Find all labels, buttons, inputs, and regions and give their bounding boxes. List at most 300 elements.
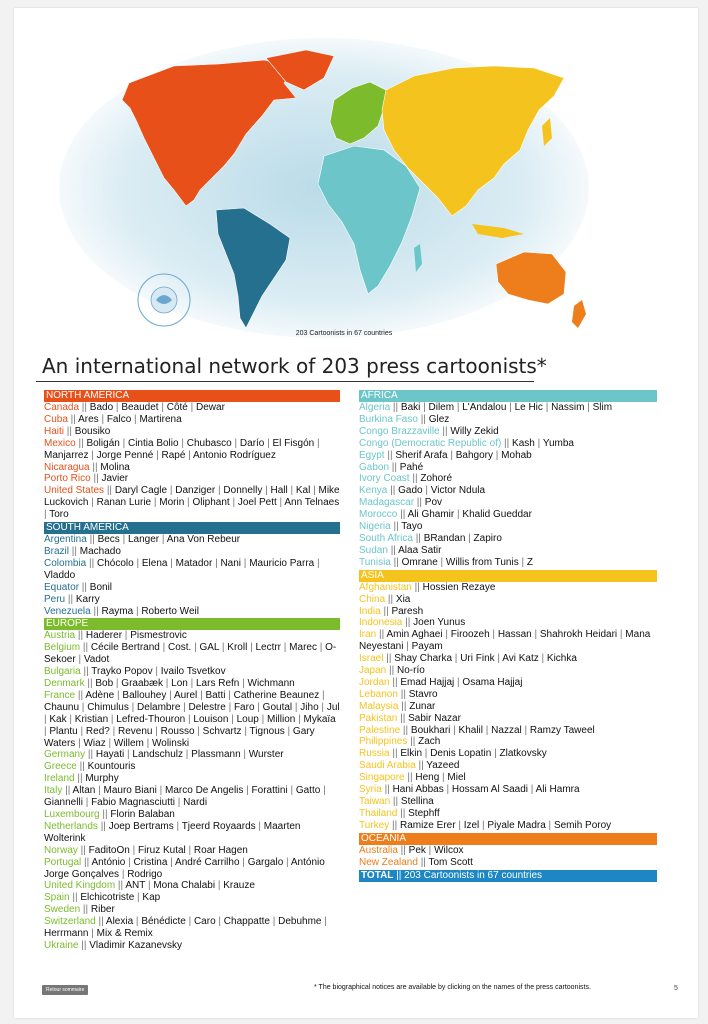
separator: | [452,653,461,665]
cartoonist-link[interactable]: Delambre [137,701,181,713]
separator: | [119,437,128,449]
cartoonist-link[interactable]: Baki [400,402,421,413]
cartoonist-link[interactable]: Machado [79,545,121,557]
country-name[interactable]: Ukraine [44,939,79,951]
country-name[interactable]: Equator [44,581,80,593]
separator: | [506,402,515,413]
country-entry [44,606,340,618]
cartoonist-link[interactable]: Altan [72,785,96,797]
cartoonist-link[interactable]: Khalid Gueddar [462,509,532,521]
country-name[interactable]: Greece [44,761,77,773]
cartoonist-link[interactable]: Becs [97,534,120,546]
separator: || [79,581,90,593]
separator: | [133,916,142,928]
country-name[interactable]: Porto Rico [44,473,91,485]
country-name[interactable]: Luxembourg [44,809,100,820]
cartoonist-link[interactable]: Willy Zekid [450,425,499,437]
country-entry [44,761,340,773]
cartoonist-link[interactable]: Hall [270,485,288,497]
cartoonist-link[interactable]: Tignous [249,725,285,737]
country-name[interactable]: Syria [359,784,382,796]
cartoonist-link[interactable]: Wiaz [83,737,106,749]
cartoonist-link[interactable]: Stephff [408,807,440,819]
cartoonist-link[interactable]: Lars Refn [195,678,240,690]
cartoonist-link[interactable]: Côté [166,402,188,413]
cartoonist-link[interactable]: Vladimir Kazanevsky [89,939,183,951]
separator: || [86,534,98,546]
cartoonist-link[interactable]: Stellina [400,796,434,807]
cartoonist-link[interactable]: Amin Aghaei [386,629,443,641]
cartoonist-link[interactable]: Trayko Popov [91,666,153,678]
cartoonist-link[interactable]: Sabir Nazar [408,712,461,724]
country-name[interactable]: Ireland [44,773,75,785]
cartoonist-link[interactable]: Willem [113,737,144,749]
country-name[interactable]: Austria [44,630,76,642]
cartoonist-link[interactable]: Daryl Cagle [114,485,168,497]
country-name[interactable]: Portugal [44,856,82,868]
country-name[interactable]: Germany [44,749,86,761]
separator: | [185,713,194,725]
cartoonist-link[interactable]: Caro [193,916,216,928]
cartoonist-link[interactable]: Alaa Satir [398,544,442,556]
cartoonist-link[interactable]: Lon [171,678,188,690]
country-name[interactable]: Morocco [359,509,398,521]
country-entry [359,473,657,485]
country-name[interactable]: Japan [359,665,387,677]
country-entry [44,892,340,904]
cartoonist-link[interactable]: Delestre [188,701,226,713]
cartoonist-link[interactable]: Cintia Bolio [127,437,179,449]
country-name[interactable]: India [359,605,381,617]
country-name[interactable]: Kenya [359,485,388,497]
cartoonist-link[interactable]: Stavro [408,688,438,700]
separator: || [80,666,92,678]
country-name[interactable]: Singapore [359,772,405,784]
country-name[interactable]: Bulgaria [44,666,81,678]
cartoonist-link[interactable]: Rousso [160,725,195,737]
page [14,8,698,1018]
cartoonist-link[interactable]: Wolinski [152,737,190,749]
country-name[interactable]: Tunisia [359,556,391,568]
country-name[interactable]: Haiti [44,425,65,437]
cartoonist-link[interactable]: Murphy [85,773,119,785]
cartoonist-link[interactable]: Adène [85,689,115,701]
cartoonist-link[interactable]: Ares [78,413,99,425]
cartoonist-link[interactable]: Langer [127,534,160,546]
country-name[interactable]: Canada [44,402,80,413]
cartoonist-link[interactable]: Fabio Magnasciutti [91,797,176,809]
country-name[interactable]: Saudi Arabia [359,760,416,772]
cartoonist-link[interactable]: Ramize Erer [399,819,456,831]
country-name[interactable]: South Africa [359,532,413,544]
country-name[interactable]: Philippines [359,736,408,748]
cartoonist-link[interactable]: Maarten Wolterink [44,820,301,844]
country-name[interactable]: Afghanistan [359,581,412,593]
cartoonist-link[interactable]: Riber [90,904,115,916]
cartoonist-link[interactable]: Wurster [248,749,284,761]
cartoonist-link[interactable]: Mohab [501,449,532,461]
cartoonist-link[interactable]: Landschulz [132,749,183,761]
cartoonist-link[interactable]: Ivailo Tsvetkov [160,666,226,678]
cartoonist-link[interactable]: Tom Scott [428,856,473,868]
country-name[interactable]: Sweden [44,904,81,916]
cartoonist-link[interactable]: Kichka [546,653,577,665]
cartoonist-link[interactable]: Chaunu [44,701,80,713]
cartoonist-link[interactable]: Rayma [101,605,134,617]
country-name[interactable]: Spain [44,892,70,904]
cartoonist-link[interactable]: Dilem [428,402,455,413]
cartoonist-link[interactable]: António [91,856,126,868]
cartoonist-link[interactable]: Cost. [167,642,192,654]
country-name[interactable]: Switzerland [44,916,96,928]
cartoonist-link[interactable]: Matador [175,557,213,569]
cartoonist-link[interactable]: António Jorge Gonçalves [44,856,325,880]
separator: | [455,819,464,831]
cartoonist-link[interactable]: Herrmann [44,928,89,940]
cartoonist-link[interactable]: Gatto [295,785,321,797]
country-name[interactable]: Taiwan [359,796,391,807]
cartoonist-link[interactable]: Khalil [458,724,483,736]
cartoonist-link[interactable]: Jiho [300,701,319,713]
cartoonist-link[interactable]: Chubasco [186,437,232,449]
cartoonist-link[interactable]: No-río [397,665,425,677]
country-name[interactable]: Colombia [44,557,87,569]
cartoonist-link[interactable]: Manjarrez [44,449,89,461]
cartoonist-link[interactable]: Omrane [401,556,438,568]
cartoonist-link[interactable]: Sherif Arafa [395,449,448,461]
cartoonist-link[interactable]: Yazeed [426,760,460,772]
cartoonist-link[interactable]: Heng [415,772,440,784]
cartoonist-link[interactable]: Yumba [542,437,574,449]
cartoonist-link[interactable]: Rodrigo [127,868,163,880]
cartoonist-link[interactable]: Victor Ndula [430,485,486,497]
country-name[interactable]: Norway [44,844,78,856]
country-name[interactable]: Venezuela [44,605,91,617]
cartoonist-link[interactable]: Mauro Biani [103,785,157,797]
cartoonist-link[interactable]: Tayo [401,521,423,533]
country-name[interactable]: France [44,689,76,701]
cartoonist-link[interactable]: Loup [236,713,259,725]
cartoonist-link[interactable]: Hassan [497,629,532,641]
cartoonist-link[interactable]: Zlatkovsky [499,748,547,760]
cartoonist-link[interactable]: Semih Poroy [553,819,612,831]
country-name[interactable]: New Zealand [359,856,418,868]
country-name[interactable]: Thailand [359,807,398,819]
country-name[interactable]: Iran [359,629,377,641]
country-name[interactable]: Mexico [44,437,76,449]
cartoonist-link[interactable]: Gary Waters [44,725,315,749]
cartoonist-link[interactable]: Tjeerd Royaards [181,820,256,832]
cartoonist-link[interactable]: Cécile Bertrand [90,642,160,654]
cartoonist-link[interactable]: Darío [239,437,265,449]
country-name[interactable]: Congo (Democratic Republic of) [359,437,502,449]
cartoonist-link[interactable]: Boukhari [410,724,451,736]
back-to-contents-button[interactable]: Retour sommaire [42,985,88,995]
cartoonist-link[interactable]: Denis Lopatin [430,748,492,760]
country-name[interactable]: Brazil [44,545,70,557]
cartoonist-link[interactable]: Ann Telnaes [284,497,340,509]
cartoonist-link[interactable]: Mauricio Parra [249,557,315,569]
cartoonist-link[interactable]: Karry [75,593,100,605]
country-name[interactable]: Netherlands [44,820,98,832]
cartoonist-link[interactable]: Marec [289,642,317,654]
cartoonist-link[interactable]: Aurel [173,689,198,701]
separator: || [90,473,102,485]
cartoonist-link[interactable]: Marco De Angelis [165,785,244,797]
cartoonist-link[interactable]: Schvartz [202,725,242,737]
cartoonist-link[interactable]: Miel [447,772,466,784]
cartoonist-link[interactable]: Cristina [133,856,168,868]
country-name[interactable]: Lebanon [359,688,398,700]
cartoonist-link[interactable]: Nassim [551,402,585,413]
cartoonist-link[interactable]: Jorge Penné [96,449,154,461]
country-name[interactable]: Israel [359,653,384,665]
cartoonist-link[interactable]: El Fisgón [272,437,315,449]
country-entry [44,809,340,821]
cartoonist-link[interactable]: Hossien Rezaye [422,581,496,593]
country-name[interactable]: Ivory Coast [359,473,410,485]
cartoonist-link[interactable]: Ali Ghamir [407,509,455,521]
cartoonist-link[interactable]: Joen Yunus [413,617,466,629]
cartoonist-link[interactable]: Oliphant [192,497,230,509]
country-entry [359,796,657,808]
cartoonist-link[interactable]: Chimulus [87,701,129,713]
cartoonist-link[interactable]: Mana Neyestani [359,629,651,653]
cartoonist-link[interactable]: Bénédicte [141,916,186,928]
cartoonist-link[interactable]: Pek [408,844,426,856]
country-name[interactable]: Italy [44,785,63,797]
country-name[interactable]: Belgium [44,642,81,654]
cartoonist-link[interactable]: Rapé [161,449,186,461]
cartoonist-link[interactable]: Pismestrovic [130,630,187,642]
cartoonist-link[interactable]: Gargalo [247,856,284,868]
separator: || [376,629,387,641]
cartoonist-link[interactable]: FaditoOn [88,844,130,856]
cartoonist-link[interactable]: Joep Bertrams [108,820,174,832]
cartoonist-link[interactable]: Alexia [105,916,134,928]
cartoonist-link[interactable]: Toro [49,509,69,521]
country-name[interactable]: Denmark [44,678,85,690]
cartoonist-link[interactable]: L'Andalou [462,402,507,413]
cartoonist-link[interactable]: Pahé [399,461,424,473]
cartoonist-link[interactable]: Giannelli [44,797,83,809]
cartoonist-link[interactable]: Boligán [86,437,120,449]
cartoonist-link[interactable]: Elchicotriste [80,892,135,904]
cartoonist-link[interactable]: Shahrokh Heidari [539,629,618,641]
country-name[interactable]: Sudan [359,544,388,556]
cartoonist-link[interactable]: Zohoré [420,473,453,485]
cartoonist-link[interactable]: Le Hic [514,402,543,413]
cartoonist-link[interactable]: Piyale Madra [487,819,546,831]
cartoonist-link[interactable]: Wilcox [434,844,464,856]
cartoonist-link[interactable]: Kroll [227,642,248,654]
country-name[interactable]: Argentina [44,534,87,546]
cartoonist-link[interactable]: Chappatte [223,916,270,928]
cartoonist-link[interactable]: Izel [463,819,480,831]
country-name[interactable]: Russia [359,748,390,760]
cartoonist-link[interactable]: Nazzal [491,724,522,736]
cartoonist-link[interactable]: Shay Charka [394,653,453,665]
separator: | [119,534,128,546]
cartoonist-link[interactable]: Bado [89,402,114,413]
cartoonist-link[interactable]: Slim [592,402,613,413]
cartoonist-link[interactable]: Bob [95,678,114,690]
separator: | [122,630,131,642]
country-name[interactable]: Pakistan [359,712,398,724]
cartoonist-link[interactable]: Kap [142,892,161,904]
country-name[interactable]: Burkina Faso [359,413,418,425]
country-name[interactable]: Gabon [359,461,390,473]
cartoonist-link[interactable]: Vadot [83,654,110,666]
cartoonist-link[interactable]: Beaudet [121,402,159,413]
cartoonist-link[interactable]: André Carrilho [175,856,240,868]
cartoonist-link[interactable]: Dewar [196,402,225,413]
cartoonist-link[interactable]: Paresh [391,605,424,617]
cartoonist-link[interactable]: Ranan Lurie [96,497,152,509]
cartoonist-link[interactable]: Mona Chalabi [153,880,216,892]
separator: | [454,402,463,413]
separator: || [75,437,87,449]
cartoonist-link[interactable]: Ramzy Taweel [529,724,595,736]
country-name[interactable]: Madagascar [359,497,415,509]
cartoonist-link[interactable]: Elena [141,557,168,569]
cartoonist-link[interactable]: Javier [101,473,129,485]
cartoonist-link[interactable]: Plantu [49,725,78,737]
cartoonist-link[interactable]: Mix & Remix [96,928,153,940]
cartoonist-link[interactable]: Kountouris [87,761,136,773]
cartoonist-link[interactable]: Louison [193,713,229,725]
country-name[interactable]: Egypt [359,449,385,461]
cartoonist-link[interactable]: Mykaïa [303,713,336,725]
cartoonist-link[interactable]: Forattini [251,785,288,797]
cartoonist-link[interactable]: Falco [106,413,132,425]
cartoonist-link[interactable]: Haderer [85,630,123,642]
cartoonist-link[interactable]: Wichmann [247,678,295,690]
cartoonist-link[interactable]: Hossam Al Saadi [451,784,529,796]
cartoonist-link[interactable]: Zapiro [473,532,502,544]
cartoonist-link[interactable]: Firoozeh [450,629,490,641]
cartoonist-link[interactable]: Graabæk [121,678,163,690]
cartoonist-link[interactable]: BRandan [423,532,466,544]
cartoonist-link[interactable]: GAL [199,642,220,654]
cartoonist-link[interactable]: Faro [233,701,255,713]
cartoonist-link[interactable]: Roar Hagen [193,844,248,856]
country-name[interactable]: Palestine [359,724,401,736]
cartoonist-link[interactable]: Firuz Kutal [137,844,186,856]
cartoonist-link[interactable]: Plassmann [191,749,241,761]
cartoonist-link[interactable]: Danziger [175,485,216,497]
cartoonist-link[interactable]: Goutal [262,701,293,713]
cartoonist-link[interactable]: Nani [220,557,242,569]
country-name[interactable]: Indonesia [359,617,403,629]
country-name[interactable]: United Kingdom [44,880,116,892]
cartoonist-link[interactable]: Chócolo [97,557,134,569]
cartoonist-link[interactable]: Red? [85,725,110,737]
country-name[interactable]: Australia [359,844,398,856]
cartoonist-link[interactable]: ANT [125,880,146,892]
cartoonist-link[interactable]: Gado [398,485,423,497]
cartoonist-link[interactable]: Zunar [409,700,436,712]
cartoonist-link[interactable]: Hayati [95,749,125,761]
cartoonist-link[interactable]: Donnelly [223,485,263,497]
cartoonist-link[interactable]: Roberto Weil [141,605,199,617]
cartoonist-link[interactable]: Pov [424,497,443,509]
cartoonist-link[interactable]: Mike Luckovich [44,485,340,509]
cartoonist-link[interactable]: Bahgory [455,449,494,461]
cartoonist-link[interactable]: Krauze [223,880,255,892]
cartoonist-link[interactable]: Xia [395,593,411,605]
cartoonist-link[interactable]: Z [526,556,533,568]
cartoonist-link[interactable]: Jul [326,701,340,713]
cartoonist-link[interactable]: Joel Pett [237,497,277,509]
separator: | [321,916,327,928]
country-entry [359,606,657,618]
cartoonist-link[interactable]: Million [266,713,296,725]
cartoonist-link[interactable]: Glez [428,413,450,425]
cartoonist-link[interactable]: Catherine Beaunez [233,689,320,701]
total-label: TOTAL [361,869,394,881]
country-name[interactable]: Jordan [359,676,390,688]
cartoonist-link[interactable]: Willis from Tunis [445,556,519,568]
cartoonist-link[interactable]: Vladdo [44,569,76,581]
cartoonist-link[interactable]: Zach [418,736,441,748]
cartoonist-link[interactable]: Debuhme [278,916,322,928]
country-name[interactable]: Nicaragua [44,461,90,473]
cartoonist-link[interactable]: Elkin [400,748,423,760]
cartoonist-link[interactable]: Kak [49,713,67,725]
country-name[interactable]: Algeria [359,402,391,413]
separator: || [381,784,393,796]
cartoonist-link[interactable]: Emad Hajjaj [400,676,455,688]
country-name[interactable]: Congo Brazzaville [359,425,440,437]
country-name[interactable]: China [359,593,386,605]
cartoonist-link[interactable]: O-Sekoer [44,642,337,666]
cartoonist-link[interactable]: Ballouhey [122,689,167,701]
cartoonist-link[interactable]: Osama Hajjaj [462,676,523,688]
cartoonist-link[interactable]: Kash [512,437,535,449]
country-entry [44,582,340,594]
cartoonist-link[interactable]: Florin Balaban [110,809,175,820]
region-header: SOUTH AMERICA [44,522,340,534]
cartoonist-link[interactable]: Lectrr [255,642,282,654]
cartoonist-link[interactable]: Ana Von Rebeur [166,534,241,546]
cartoonist-link[interactable]: Revenu [117,725,153,737]
cartoonist-link[interactable]: Bonil [89,581,113,593]
cartoonist-link[interactable]: Kal [295,485,311,497]
country-name[interactable]: United States [44,485,105,497]
cartoonist-link[interactable]: Bousiko [74,425,111,437]
cartoonist-link[interactable]: Antonio Rodríguez [193,449,276,461]
cartoonist-link[interactable]: Batti [205,689,226,701]
country-name[interactable]: Malaysia [359,700,399,712]
cartoonist-link[interactable]: Payam [411,641,443,653]
cartoonist-link[interactable]: Ali Hamra [535,784,580,796]
cartoonist-link[interactable]: Avi Katz [502,653,539,665]
cartoonist-link[interactable]: Martirena [139,413,182,425]
country-name[interactable]: Cuba [44,413,68,425]
country-name[interactable]: Nigeria [359,521,391,533]
cartoonist-link[interactable]: Lefred-Thouron [116,713,186,725]
cartoonist-link[interactable]: Morin [159,497,185,509]
country-name[interactable]: Turkey [359,819,390,831]
cartoonist-link[interactable]: Nardi [183,797,208,809]
cartoonist-link[interactable]: Uri Fink [460,653,495,665]
cartoonist-link[interactable]: Kristian [74,713,109,725]
cartoonist-link[interactable]: Hani Abbas [392,784,444,796]
cartoonist-link[interactable]: Molina [100,461,130,473]
separator: | [239,678,248,690]
country-name[interactable]: Peru [44,593,66,605]
